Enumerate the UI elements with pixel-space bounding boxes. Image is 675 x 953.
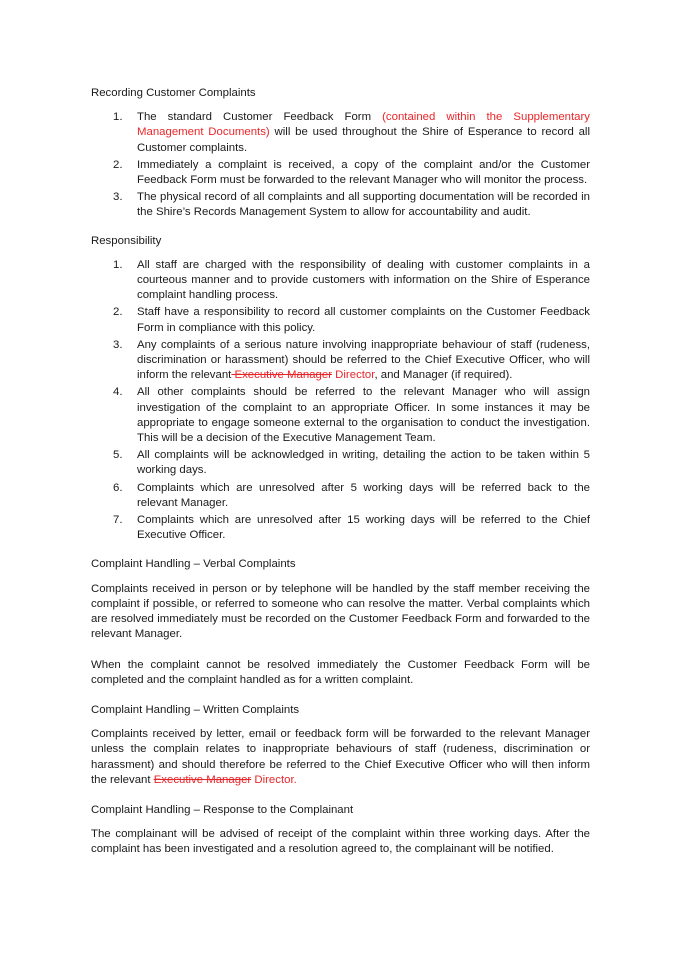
section-heading-responsibility: Responsibility	[91, 234, 162, 247]
paragraph: The complainant will be advised of receipt of the complaint within three working days. After the complaint has been investigated and a resolution agreed to, the complainant will be notified.	[91, 828, 590, 856]
list-item: 2. Staff have a responsibility to record all customer complaints on the Customer Feedback Form in compliance with this policy.	[113, 306, 590, 334]
responsibility-list	[91, 258, 590, 544]
section-heading-verbal: Complaint Handling – Verbal Complaints	[91, 558, 296, 571]
list-item: 2. Immediately a complaint is received, a copy of the complaint and/or the Customer Feedback Form must be forwarded to the relevant Manager who will monitor the process.	[113, 158, 590, 187]
list-item: 7. Complaints which are unresolved after 15 working days will be referred to the Chief Executive Officer.	[113, 514, 590, 542]
document-page	[91, 86, 590, 858]
deleted-text: Executive Manager	[231, 369, 333, 382]
list-item: 5. All complaints will be acknowledged in writing, detailing the action to be taken within 5 working days.	[113, 449, 590, 477]
deleted-text: Executive Manager	[153, 773, 252, 786]
list-item: 4. All other complaints should be referred to the relevant Manager who will assign investigation of the complaint to an appropriate Officer. In some instances it may be appropriate to engage someone external to the organisation to conduct the investigation. This will be a decision of the Executive Management Team.	[113, 386, 590, 445]
paragraph: Complaints received in person or by telephone will be handled by the staff member receiving the complaint if possible, or referred to someone who can resolve the matter. Verbal complaints which are resolved immediately must be recorded on the Customer Feedback Form and forwarded to the relevant Manager.	[91, 582, 590, 641]
paragraph: Complaints received by letter, email or feedback form will be forwarded to the relevant Manager unless the complain relates to inappropriate behaviours of staff (rudeness, discrimination or harassment) and should therefore be referred to the Chief Executive Officer who will then inform the relevant Executive Manager Director.	[91, 728, 590, 786]
inserted-text: Director	[332, 369, 375, 382]
inserted-text: Director.	[251, 773, 297, 786]
list-item: 3. The physical record of all complaints and all supporting documentation will be recorded in the Shire’s Records Management System to allow for accountability and audit.	[113, 191, 590, 219]
inserted-text: (contained within the Supplementary Management Documents)	[137, 111, 591, 139]
section-heading-written: Complaint Handling – Written Complaints	[91, 703, 300, 716]
list-item: 6. Complaints which are unresolved after 5 working days will be referred back to the relevant Manager.	[113, 481, 590, 509]
recording-list	[91, 110, 590, 220]
list-item: 3. Any complaints of a serious nature involving inappropriate behaviour of staff (rudeness, discrimination or harassment) should be referred to the Chief Executive Officer, who will inform the relevant Executive Manager Director, and Manager (if required).	[113, 338, 590, 382]
section-heading-response: Complaint Handling – Response to the Complainant	[91, 803, 354, 816]
paragraph: When the complaint cannot be resolved immediately the Customer Feedback Form will be completed and the complaint handled as for a written complaint.	[91, 658, 590, 686]
section-heading-recording: Recording Customer Complaints	[91, 87, 256, 99]
list-item: 1. All staff are charged with the responsibility of dealing with customer complaints in a courteous manner and to provide customers with information on the Shire of Esperance complaint handling process.	[113, 258, 590, 302]
list-item: 1. The standard Customer Feedback Form (contained within the Supplementary Management Documents) will be used throughout the Shire of Esperance to record all Customer complaints.	[113, 111, 591, 154]
